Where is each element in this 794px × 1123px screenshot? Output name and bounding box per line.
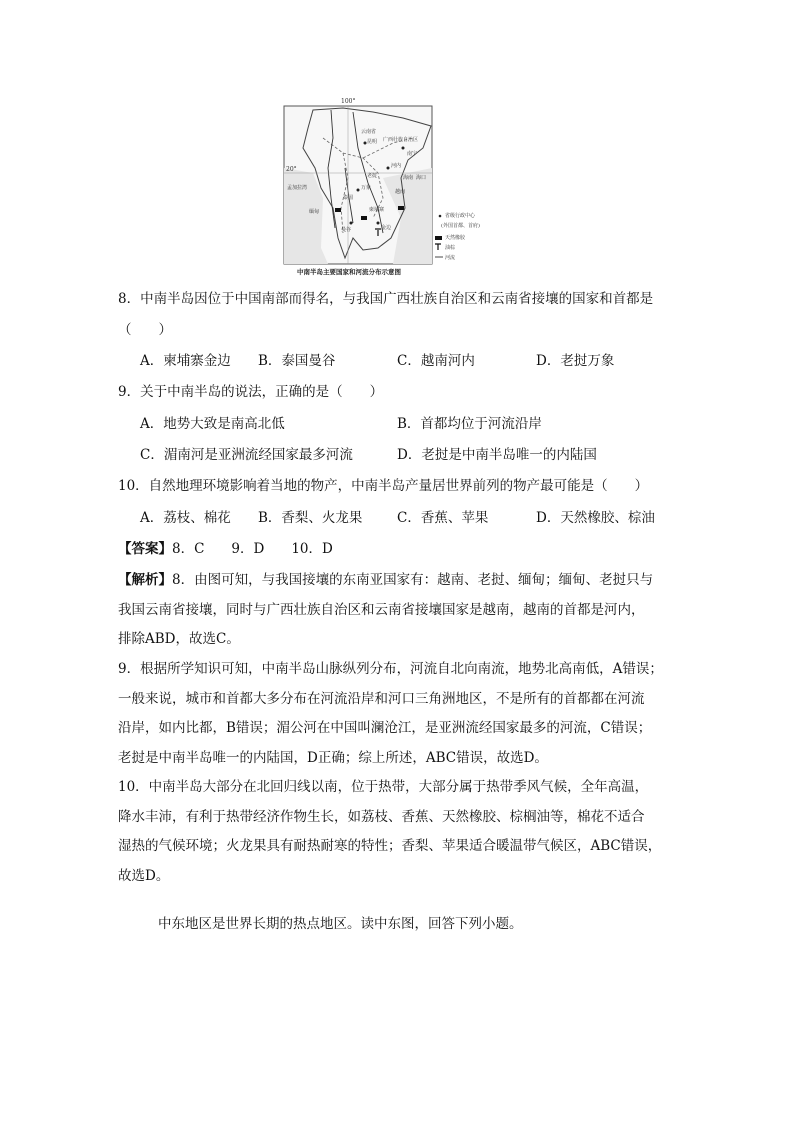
map-lon-label: 100° bbox=[341, 98, 356, 105]
map-label-phnom-penh: 金边 bbox=[381, 225, 392, 231]
q9-stem: 9．关于中南半岛的说法，正确的是（ ） bbox=[118, 384, 384, 400]
analysis-p9-line1: 9．根据所学知识可知，中南半岛山脉纵列分布，河流自北向南流，地势北高南低，A错误； bbox=[118, 661, 663, 677]
analysis-p9 bbox=[118, 655, 678, 773]
map-label-thailand: 泰国 bbox=[343, 195, 354, 201]
map-legend-3: 天然橡胶 bbox=[445, 235, 466, 241]
q10-option-c: C．香蕉、苹果 bbox=[397, 510, 489, 526]
map-label-vientiane: 万象 bbox=[361, 185, 372, 191]
map-legend-4: 油棕 bbox=[445, 245, 456, 251]
analysis-p8 bbox=[118, 566, 678, 655]
indochina-map bbox=[283, 98, 481, 278]
analysis-p9-line2: 一般来说，城市和首都大多分布在河流沿岸和河口三角洲地区，不是所有的首都都在河流 bbox=[118, 690, 645, 707]
q9-option-a: A．地势大致是南高北低 bbox=[140, 416, 285, 432]
analysis-p10-line2: 降水丰沛，有利于热带经济作物生长，如荔枝、香蕉、天然橡胶、棕榈油等，棉花不适合 bbox=[118, 808, 645, 825]
map-label-bangkok: 曼谷 bbox=[341, 227, 352, 233]
map-label-hanoi: 河内 bbox=[391, 163, 402, 169]
map-label-kunming: 昆明 bbox=[367, 139, 378, 145]
section-intro: 中东地区是世界长期的热点地区。读中东图，回答下列小题。 bbox=[158, 916, 523, 932]
map-label-laos: 老挝 bbox=[367, 173, 378, 179]
q9-option-c: C．湄南河是亚洲流经国家最多河流 bbox=[140, 447, 353, 463]
analysis-p9-line3: 沿岸，如内比都，B错误；湄公河在中国叫澜沧江，是亚洲流经国家最多的河流，C错误； bbox=[118, 720, 652, 736]
q8-option-d: D．老挝万象 bbox=[536, 353, 615, 369]
map-legend-1: 省级行政中心 bbox=[445, 213, 476, 219]
q8-stem-line1: 8．中南半岛因位于中国南部而得名，与我国广西壮族自治区和云南省接壤的国家和首都是 bbox=[118, 291, 654, 307]
q8-option-a: A．柬埔寨金边 bbox=[140, 353, 231, 369]
analysis-p10-line3: 湿热的气候环境；火龙果具有耐热耐寒的特性；香梨、苹果适合暖温带气候区，ABC错误， bbox=[118, 838, 662, 854]
q10-option-d: D．天然橡胶、棕油 bbox=[536, 510, 655, 526]
analysis-p8-line2: 我国云南省接壤，同时与广西壮族自治区和云南省接壤国家是越南，越南的首都是河内， bbox=[118, 601, 645, 618]
analysis-p9-line4: 老挝是中南半岛唯一的内陆国，D正确；综上所述，ABC错误，故选D。 bbox=[118, 749, 548, 766]
analysis-label: 【解析】 bbox=[118, 572, 172, 588]
map-label-yunnan: 云南省 bbox=[361, 129, 377, 135]
answer-label: 【答案】 bbox=[118, 541, 172, 557]
map-label-vietnam: 越南 bbox=[395, 189, 406, 195]
map-label-bay-of-bengal: 孟加拉湾 bbox=[287, 185, 308, 191]
analysis-p10 bbox=[118, 773, 678, 891]
analysis-p10-line1: 10．中南半岛大部分在北回归线以南，位于热带，大部分属于热带季风气候，全年高温， bbox=[118, 779, 649, 795]
q8-stem-line2: （ ） bbox=[118, 322, 172, 338]
map-label-myanmar: 缅甸 bbox=[309, 209, 320, 215]
map-label-nanning: 南宁 bbox=[407, 151, 418, 157]
q10-stem: 10．自然地理环境影响着当地的物产，中南半岛产量居世界前列的物产最可能是（ ） bbox=[118, 478, 649, 494]
map-lat-label: 20° bbox=[286, 166, 297, 173]
analysis-p8-line3: 排除ABD，故选C。 bbox=[118, 631, 240, 647]
map-legend-2: (外国首都、首府) bbox=[441, 223, 480, 229]
map-legend-5: 河流 bbox=[445, 255, 456, 261]
q9-option-b: B．首都均位于河流沿岸 bbox=[397, 416, 542, 432]
analysis-p10-line4: 故选D。 bbox=[118, 867, 170, 884]
map-label-haikou: 海口 bbox=[416, 175, 427, 181]
map-label-guangxi: 广西壮族自治区 bbox=[383, 137, 419, 143]
q10-option-a: A．荔枝、棉花 bbox=[140, 510, 231, 526]
analysis-p8-line1: 【解析】8．由图可知，与我国接壤的东南亚国家有：越南、老挝、缅甸；缅甸、老挝只与 bbox=[118, 572, 654, 588]
map-label-cambodia: 柬埔寨 bbox=[369, 207, 385, 213]
answer-text: 8．C 9．D 10．D bbox=[172, 541, 333, 557]
answer-line bbox=[118, 540, 333, 558]
q8-option-b: B．泰国曼谷 bbox=[258, 353, 336, 369]
q9-option-d: D．老挝是中南半岛唯一的内陆国 bbox=[397, 447, 597, 463]
q10-option-b: B．香梨、火龙果 bbox=[258, 510, 363, 526]
map-figure bbox=[283, 98, 481, 278]
map-label-hainan: 海南 bbox=[403, 175, 414, 181]
map-caption: 中南半岛主要国家和河流分布示意图 bbox=[297, 268, 401, 276]
q8-option-c: C．越南河内 bbox=[397, 353, 475, 369]
